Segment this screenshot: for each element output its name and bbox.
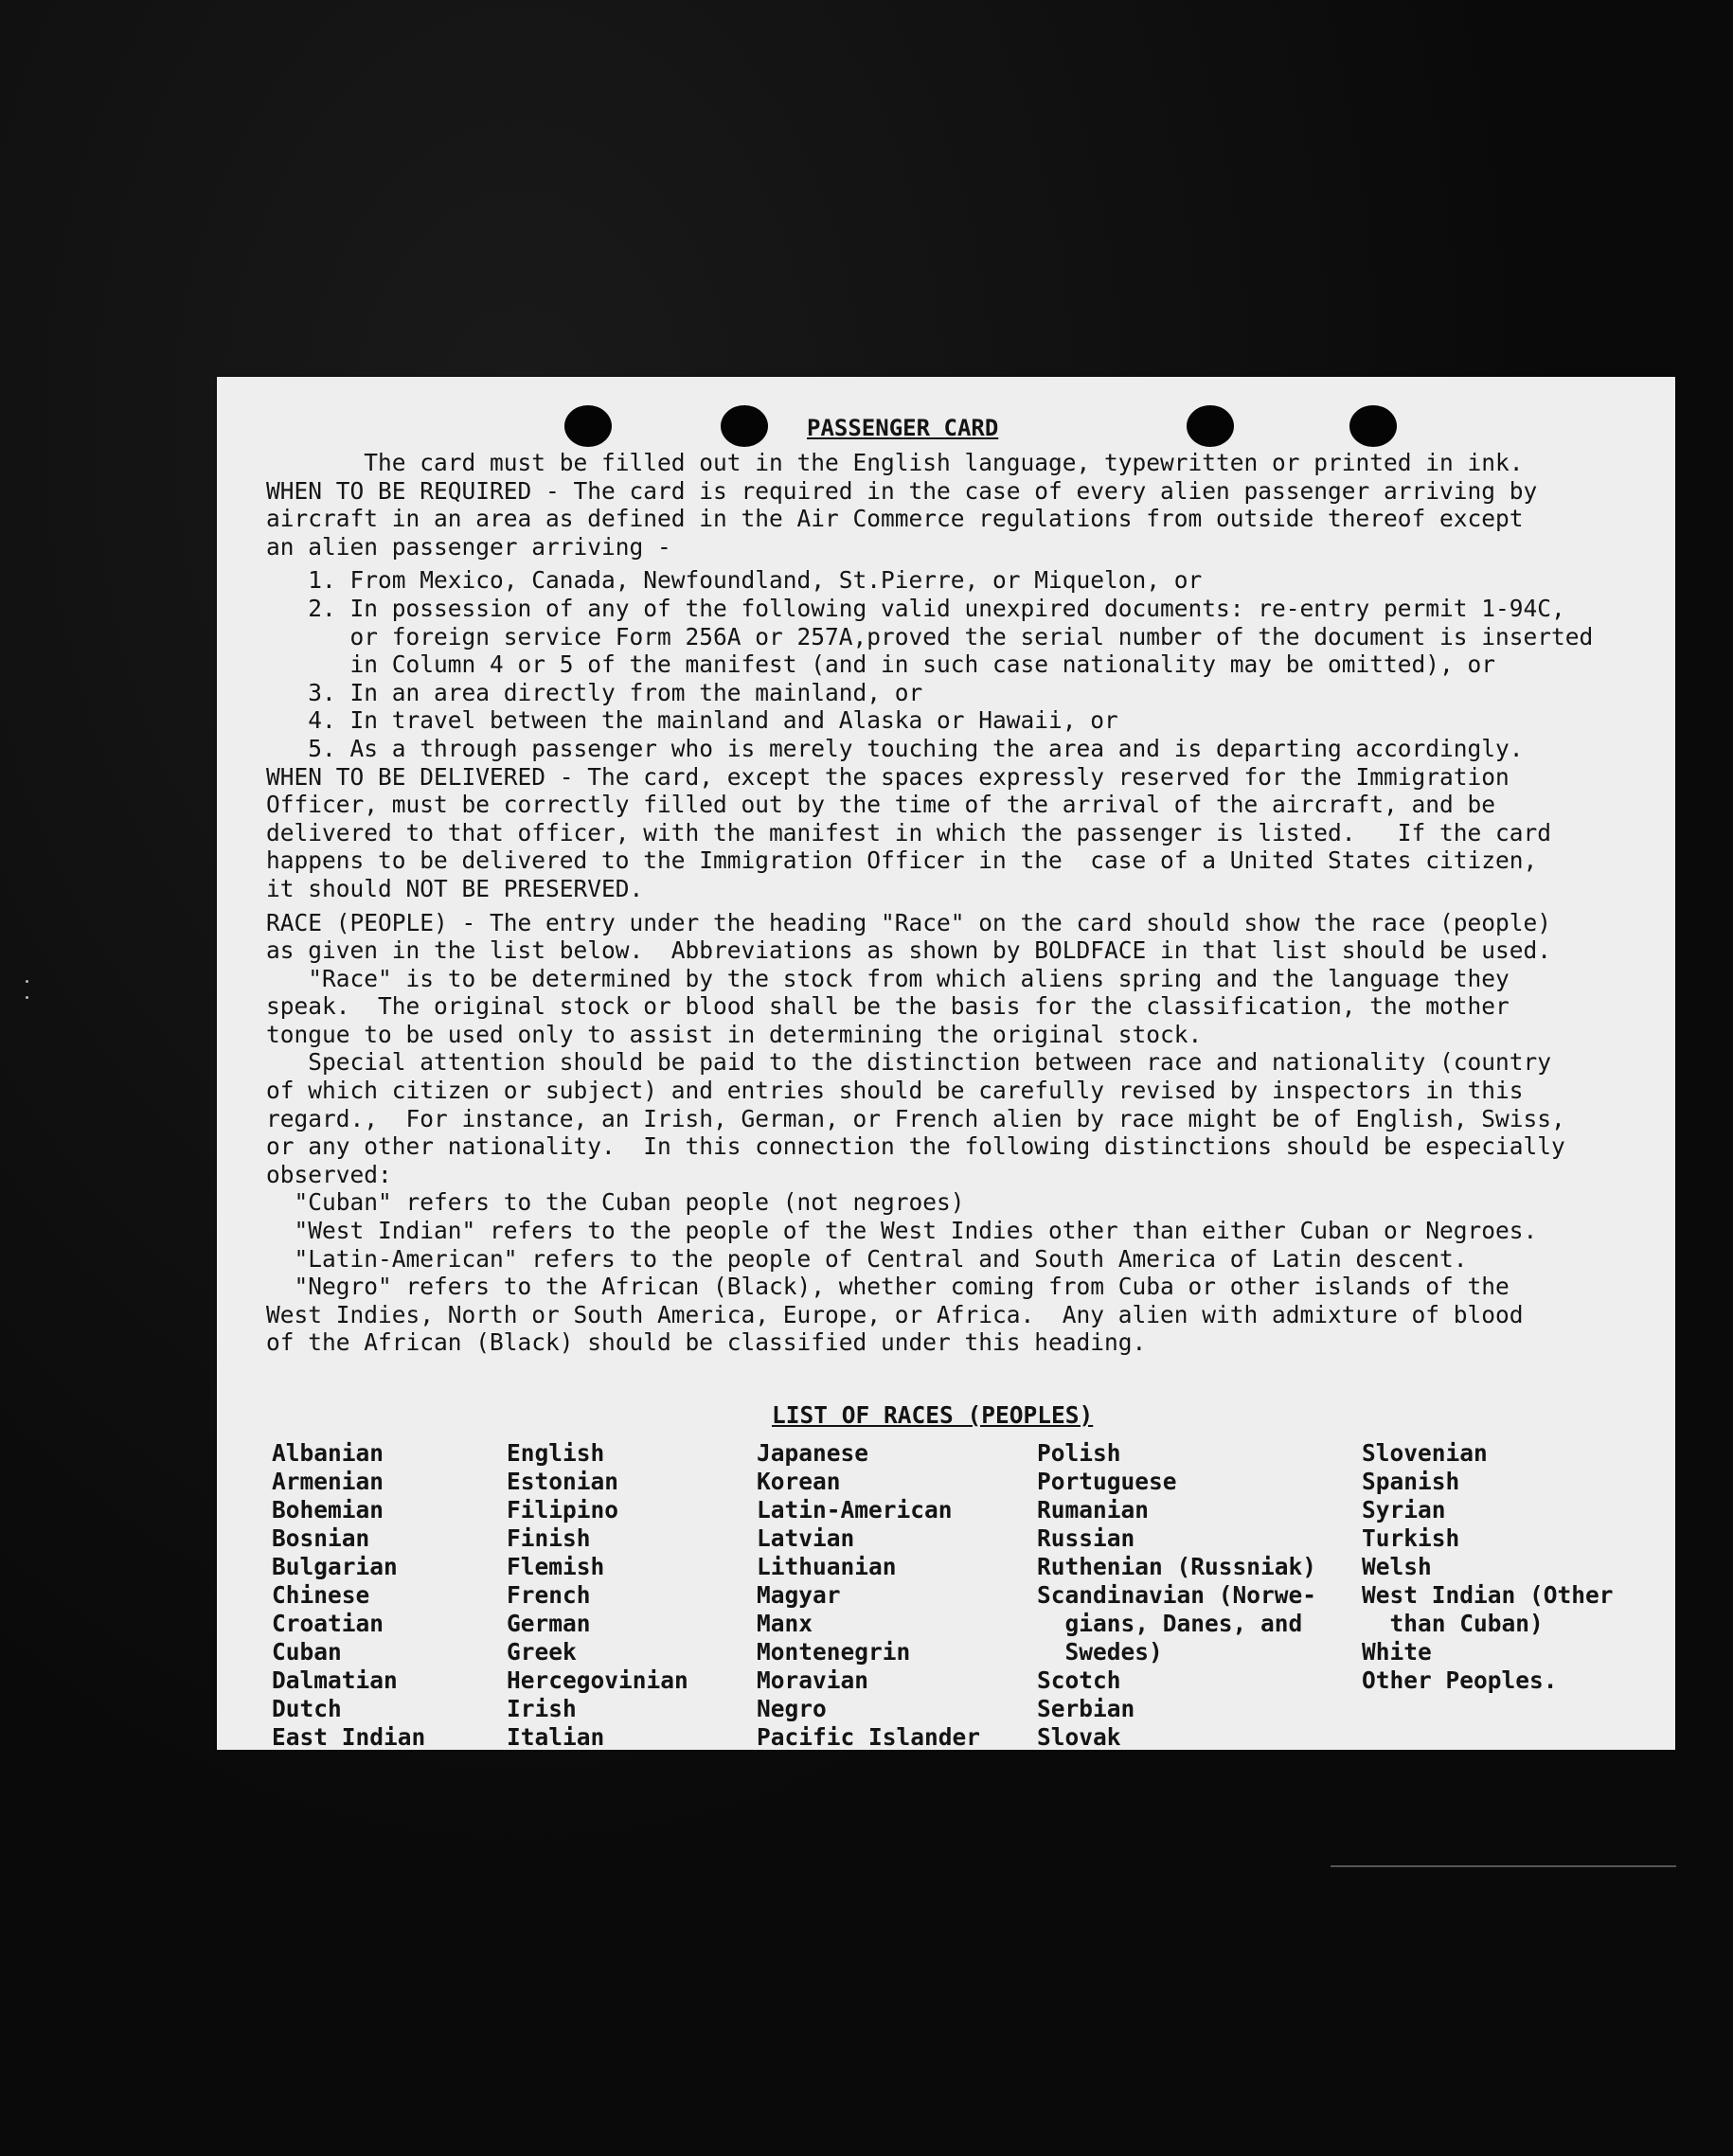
text-line: "West Indian" refers to the people of the West Indies other than either Cuban or Negroes. xyxy=(266,1217,1538,1245)
document-title: PASSENGER CARD xyxy=(807,415,999,441)
race-entry: Swedes) xyxy=(1037,1638,1163,1666)
text-line: "Negro" refers to the African (Black), whether coming from Cuba or other islands of the xyxy=(266,1273,1510,1301)
race-entry: Russian xyxy=(1037,1524,1135,1552)
race-entry: Syrian xyxy=(1362,1496,1446,1523)
race-entry: Flemish xyxy=(507,1553,605,1580)
race-entry: Croatian xyxy=(272,1610,384,1637)
text-line: Officer, must be correctly filled out by the time of the arrival of the aircraft, and be xyxy=(266,791,1496,819)
text-line: 1. From Mexico, Canada, Newfoundland, St.Pierre, or Miquelon, or xyxy=(266,566,1203,595)
race-entry: Slovak xyxy=(1037,1723,1121,1751)
text-line: in Column 4 or 5 of the manifest (and in such case nationality may be omitted), or xyxy=(266,650,1496,679)
text-line: 5. As a through passenger who is merely touching the area and is departing accordingly. xyxy=(266,734,1524,762)
text-line: "Race" is to be determined by the stock from which aliens spring and the language they xyxy=(266,964,1510,992)
race-entry: Slovenian xyxy=(1362,1439,1488,1467)
text-line: 4. In travel between the mainland and Alaska or Hawaii, or xyxy=(266,706,1118,735)
race-entry: West Indian (Other xyxy=(1362,1581,1614,1609)
text-line: as given in the list below. Abbreviations as shown by BOLDFACE in that list should be used. xyxy=(266,936,1552,965)
text-line: 3. In an area directly from the mainland, or xyxy=(266,678,923,706)
races-column-1 xyxy=(272,1439,425,1752)
race-entry: Latin-American xyxy=(757,1496,953,1523)
race-entry: Chinese xyxy=(272,1581,370,1609)
passenger-card-page xyxy=(217,377,1675,1750)
text-line: or any other nationality. In this connection the following distinctions should be especially xyxy=(266,1132,1565,1161)
punch-hole xyxy=(721,405,768,447)
race-entry: Italian xyxy=(507,1723,605,1751)
race-entry: Pacific Islander xyxy=(757,1723,981,1751)
text-line: West Indies, North or South America, Europe, or Africa. Any alien with admixture of blood xyxy=(266,1300,1524,1328)
races-column-4 xyxy=(1037,1439,1316,1752)
text-line: aircraft in an area as defined in the Air Commerce regulations from outside thereof except xyxy=(266,505,1524,533)
race-entry: Estonian xyxy=(507,1468,619,1495)
race-entry: Filipino xyxy=(507,1496,619,1523)
race-entry: Dalmatian xyxy=(272,1666,398,1694)
race-entry: French xyxy=(507,1581,591,1609)
race-entry: Turkish xyxy=(1362,1524,1460,1552)
race-entry: Bulgarian xyxy=(272,1553,398,1580)
race-entry: Montenegrin xyxy=(757,1638,911,1666)
race-entry: Albanian xyxy=(272,1439,384,1467)
race-entry: Portuguese xyxy=(1037,1468,1177,1495)
race-entry: German xyxy=(507,1610,591,1637)
race-entry: Rumanian xyxy=(1037,1496,1150,1523)
text-line: Special attention should be paid to the distinction between race and nationality (country xyxy=(266,1048,1552,1077)
punch-hole xyxy=(1349,405,1397,447)
race-entry: English xyxy=(507,1439,605,1467)
text-line: of which citizen or subject) and entries should be carefully revised by inspectors in this xyxy=(266,1077,1524,1105)
race-entry: East Indian xyxy=(272,1723,426,1751)
race-entry: Ruthenian (Russniak) xyxy=(1037,1553,1317,1580)
text-line: regard., For instance, an Irish, German, or French alien by race might be of English, Swiss, xyxy=(266,1104,1565,1132)
punch-hole xyxy=(1187,405,1234,447)
text-line: an alien passenger arriving - xyxy=(266,532,671,561)
punch-hole xyxy=(564,405,612,447)
text-line: speak. The original stock or blood shall be the basis for the classification, the mother xyxy=(266,992,1510,1021)
race-entry: Spanish xyxy=(1362,1468,1460,1495)
text-line: it should NOT BE PRESERVED. xyxy=(266,874,644,902)
text-line: happens to be delivered to the Immigration Officer in the case of a United States citizen, xyxy=(266,846,1538,875)
race-entry: Finish xyxy=(507,1524,591,1552)
race-entry: Irish xyxy=(507,1695,577,1722)
race-entry: Japanese xyxy=(757,1439,869,1467)
text-line: delivered to that officer, with the manifest in which the passenger is listed. If the card xyxy=(266,818,1552,846)
text-line: of the African (Black) should be classified under this heading. xyxy=(266,1328,1147,1357)
list-of-races-heading: LIST OF RACES (PEOPLES) xyxy=(772,1401,1094,1429)
scan-speck xyxy=(26,996,28,999)
race-entry: Lithuanian xyxy=(757,1553,897,1580)
race-entry: Bosnian xyxy=(272,1524,370,1552)
races-column-2 xyxy=(507,1439,688,1752)
race-entry: White xyxy=(1362,1638,1432,1666)
race-entry: Other Peoples. xyxy=(1362,1666,1558,1694)
text-line: WHEN TO BE REQUIRED - The card is required in the case of every alien passenger arriving by xyxy=(266,476,1538,505)
text-line: or foreign service Form 256A or 257A,proved the serial number of the document is inserted xyxy=(266,622,1594,650)
race-entry: Bohemian xyxy=(272,1496,384,1523)
race-entry: Polish xyxy=(1037,1439,1121,1467)
race-entry: Cuban xyxy=(272,1638,342,1666)
text-line: "Cuban" refers to the Cuban people (not negroes) xyxy=(266,1188,965,1217)
text-line: tongue to be used only to assist in determining the original stock. xyxy=(266,1020,1203,1048)
race-entry: Scotch xyxy=(1037,1666,1121,1694)
race-entry: Serbian xyxy=(1037,1695,1135,1722)
instructions-text xyxy=(266,449,1658,1357)
race-entry: Latvian xyxy=(757,1524,855,1552)
race-entry: Welsh xyxy=(1362,1553,1432,1580)
scan-speck xyxy=(26,980,28,983)
text-line: The card must be filled out in the English language, typewritten or printed in ink. xyxy=(266,449,1524,476)
race-entry: Dutch xyxy=(272,1695,342,1722)
races-column-3 xyxy=(757,1439,980,1752)
race-entry: Scandinavian (Norwe- xyxy=(1037,1581,1317,1609)
text-line: 2. In possession of any of the following valid unexpired documents: re-entry permit 1-94C, xyxy=(266,594,1565,622)
races-column-5 xyxy=(1362,1439,1614,1695)
race-entry: Greek xyxy=(507,1638,577,1666)
text-line: WHEN TO BE DELIVERED - The card, except the spaces expressly reserved for the Immigration xyxy=(266,762,1510,791)
race-entry: Korean xyxy=(757,1468,841,1495)
races-list xyxy=(272,1439,1664,1752)
scan-edge-line xyxy=(1331,1865,1676,1867)
race-entry: Magyar xyxy=(757,1581,841,1609)
race-entry: Moravian xyxy=(757,1666,869,1694)
race-entry: Manx xyxy=(757,1610,813,1637)
race-entry: Negro xyxy=(757,1695,827,1722)
text-line: "Latin-American" refers to the people of Central and South America of Latin descent. xyxy=(266,1244,1468,1273)
text-line: RACE (PEOPLE) - The entry under the heading "Race" on the card should show the race (people) xyxy=(266,908,1552,936)
race-entry: Armenian xyxy=(272,1468,384,1495)
race-entry: Hercegovinian xyxy=(507,1666,688,1694)
race-entry: than Cuban) xyxy=(1362,1610,1544,1637)
text-line: observed: xyxy=(266,1160,392,1188)
race-entry: gians, Danes, and xyxy=(1037,1610,1303,1637)
